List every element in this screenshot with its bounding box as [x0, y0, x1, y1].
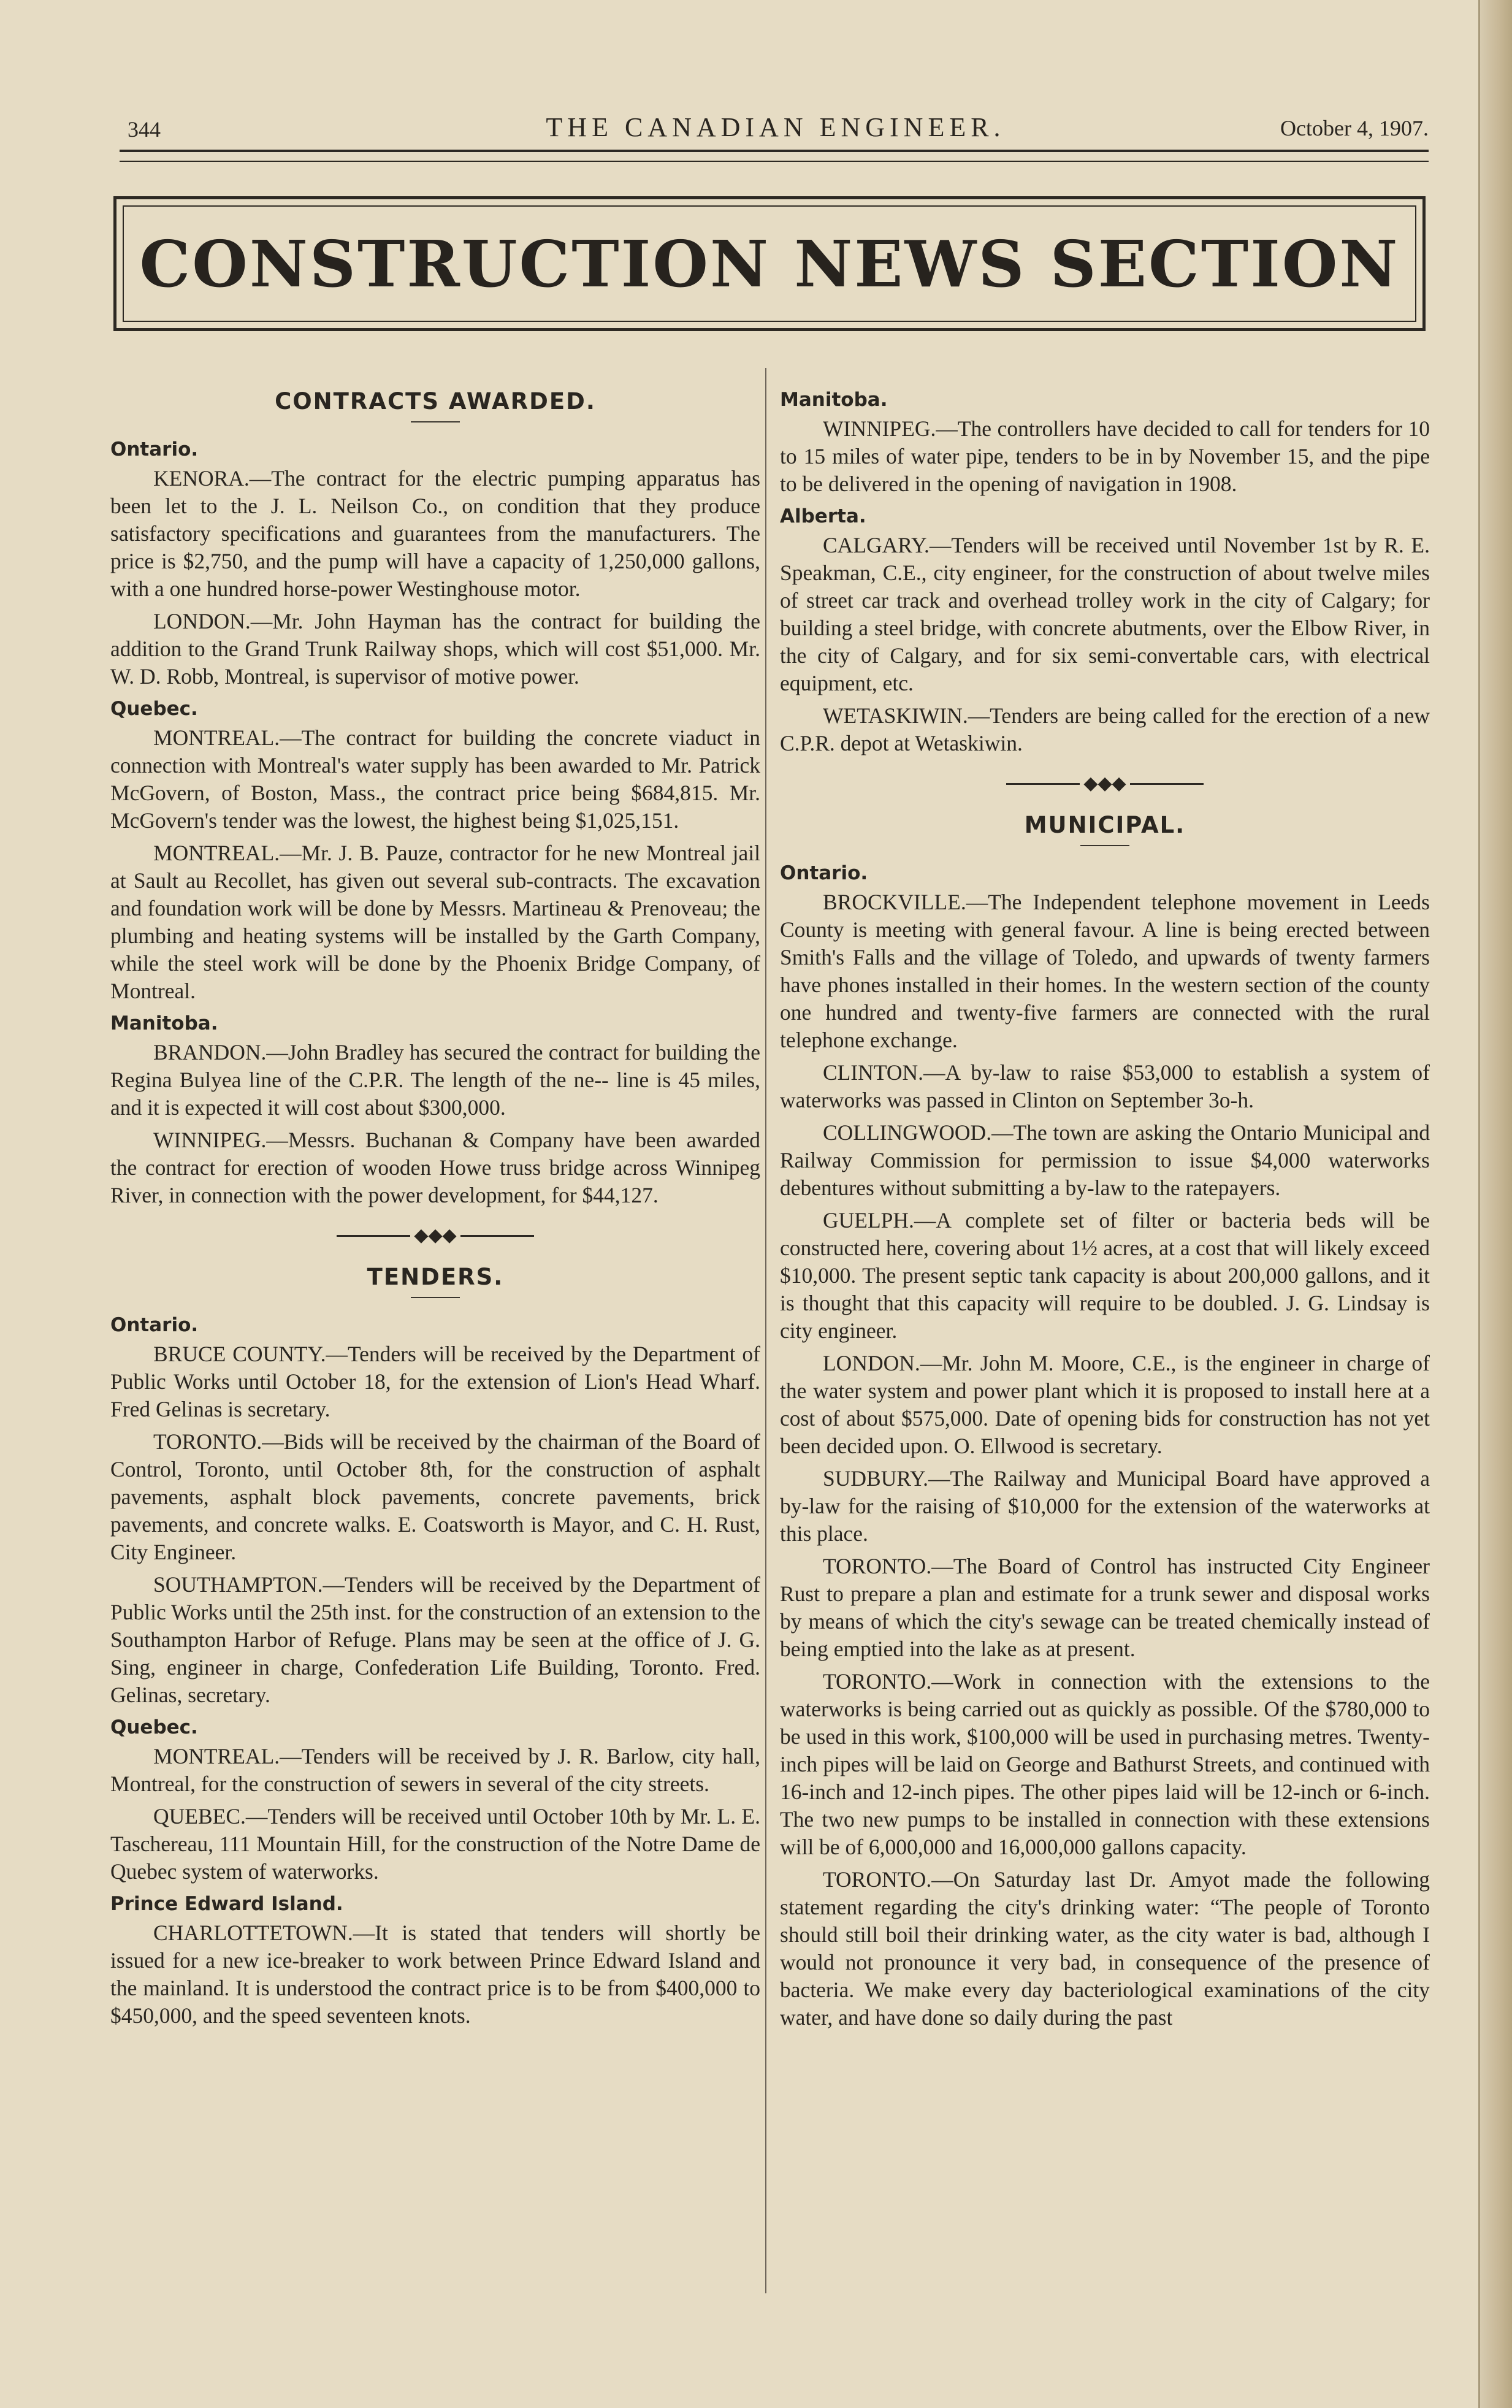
right-column: [780, 368, 1430, 2036]
article-charlottetown: CHARLOTTETOWN.—It is stated that tenders will shortly be issued for a new ice-breaker to work between Prince Edward Island and the mainland. It is understood the contract price is to be from $400,000 to $450,000, and the speed seventeen knots.: [110, 1921, 760, 2028]
article-toronto-sewer: TORONTO.—The Board of Control has instructed City Engineer Rust to prepare a plan and estimate for a trunk sewer and disposal works by means of which the city's sewage can be treated chemically instead of being emptied into the lake as at present.: [780, 1554, 1430, 1662]
issue-date: October 4, 1907.: [1280, 116, 1429, 140]
article-collingwood: COLLINGWOOD.—The town are asking the Ontario Municipal and Railway Commission for permission to issue $4,000 waterworks debentures without submitting a by-law to the ratepayers.: [780, 1120, 1430, 1201]
article-winnipeg-water-pipe: WINNIPEG.—The controllers have decided to call for tenders for 10 to 15 miles of water pipe, tenders to be in by November 15, and the pipe to be delivered in the opening of navigation in 1908.: [780, 416, 1430, 496]
contracts-awarded-heading: CONTRACTS AWARDED.: [275, 388, 596, 415]
article-southampton: SOUTHAMPTON.—Tenders will be received by the Department of Public Works until the 25th inst. for the construction of an extension to the Southampton Harbor of Refuge. Plans may be seen at the office of J. G. Sing, engineer in charge, Confederation Life Building, Toronto. Fred. Gelinas, secretary.: [110, 1572, 760, 1708]
journal-title: THE CANADIAN ENGINEER.: [546, 112, 1006, 142]
section-ornament: ◆◆◆: [110, 1225, 760, 1245]
province-quebec: Quebec.: [110, 698, 198, 720]
article-quebec-waterworks: QUEBEC.—Tenders will be received until October 10th by Mr. L. E. Taschereau, 111 Mountain Hill, for the construction of the Notre Dame de Quebec system of waterworks.: [110, 1804, 760, 1884]
province-pei: Prince Edward Island.: [110, 1893, 343, 1916]
article-brandon: BRANDON.—John Bradley has secured the contract for building the Regina Bulyea line of the C.P.R. The length of the ne-- line is 45 miles, and it is expected it will cost about $300,000.: [110, 1040, 760, 1120]
article-toronto-drinking-water: TORONTO.—On Saturday last Dr. Amyot made the following statement regarding the city's drinking water: “The people of Toronto should still boil their drinking water, as the city water is bad, although I would not pronounce it very bad, in consequence of the presence of bacteria. We make every day bacteriological examinations of the city water, and have done so daily during the past: [780, 1867, 1430, 2030]
province-ontario: Ontario.: [110, 438, 199, 461]
article-toronto-bids: TORONTO.—Bids will be received by the chairman of the Board of Control, Toronto, until October 8th, for the construction of asphalt pavements, asphalt block pavements, concrete pavements, brick pavements, and concrete walks. E. Coatsworth is Mayor, and C. H. Rust, City Engineer.: [110, 1429, 760, 1565]
province-alberta: Alberta.: [780, 505, 866, 527]
left-column: [110, 368, 760, 2035]
article-brockville: BROCKVILLE.—The Independent telephone movement in Leeds County is meeting with general favour. A line is being erected between Smith's Falls and the village of Toledo, and upwards of twenty farmers have phones installed in their homes. In the western section of the county one hundred and twenty-five farmers are connected with the rural telephone exchange.: [780, 890, 1430, 1053]
tenders-heading: TENDERS.: [367, 1264, 504, 1291]
header-rule: [120, 150, 1429, 162]
article-toronto-waterworks: TORONTO.—Work in connection with the extensions to the waterworks is being carried out as quickly as possible. Of the $780,000 to be used in this work, $100,000 will be used in purchasing metres. Twenty-inch pipes will be laid on George and Bathurst Streets, and continued with 16-inch and 12-inch pipes. The other pipes laid will be 12-inch or 6-inch. The two new pumps to be installed in connection with these extensions will be of 6,000,000 and 16,000,000 gallons capacity.: [780, 1669, 1430, 1860]
heading-rule: [411, 421, 460, 422]
article-wetaskiwin: WETASKIWIN.—Tenders are being called for the erection of a new C.P.R. depot at Wetaskiwin.: [780, 703, 1430, 755]
section-banner: [113, 196, 1426, 331]
page-edge-shadow: [1478, 0, 1512, 2408]
article-guelph: GUELPH.—A complete set of filter or bacteria beds will be constructed here, covering about 1½ acres, at a cost that will likely exceed $10,000. The present septic tank capacity is about 200,000 gallons, and it is thought that this capacity will require to be doubled. J. G. Lindsay is city engineer.: [780, 1208, 1430, 1344]
article-london: LONDON.—Mr. John Hayman has the contract for building the addition to the Grand Trunk Railway shops, which will cost $51,000. Mr. W. D. Robb, Montreal, is supervisor of motive power.: [110, 609, 760, 689]
page-number: 344: [128, 117, 161, 142]
article-bruce-county: BRUCE COUNTY.—Tenders will be received by the Department of Public Works until October 18, for the extension of Lion's Head Wharf. Fred Gelinas is secretary.: [110, 1342, 760, 1422]
article-sudbury: SUDBURY.—The Railway and Municipal Board have approved a by-law for the raising of $10,000 for the extension of the waterworks at this place.: [780, 1466, 1430, 1546]
province-quebec: Quebec.: [110, 1716, 198, 1739]
section-ornament: ◆◆◆: [780, 773, 1430, 793]
article-london-water: LONDON.—Mr. John M. Moore, C.E., is the engineer in charge of the water system and power plant which it is proposed to install here at a cost of about $575,000. Date of opening bids for construction has not yet been decided upon. O. Ellwood is secretary.: [780, 1351, 1430, 1459]
article-kenora: KENORA.—The contract for the electric pumping apparatus has been let to the J. L. Neilson Co., on condition that they produce satisfactory specifications and guarantees from the manufacturers. The price is $2,750, and the pump will have a capacity of 1,250,000 gallons, with a one hundred horse-power Westinghouse motor.: [110, 466, 760, 601]
province-ontario: Ontario.: [110, 1314, 199, 1337]
column-divider: [765, 368, 766, 2293]
article-montreal-sewers: MONTREAL.—Tenders will be received by J. R. Barlow, city hall, Montreal, for the construction of sewers in several of the city streets.: [110, 1744, 760, 1797]
banner-inner-frame: [123, 205, 1416, 322]
article-calgary: CALGARY.—Tenders will be received until November 1st by R. E. Speakman, C.E., city engineer, for the construction of about twelve miles of street car track and overhead trolley work in the city of Calgary; for building a steel bridge, with concrete abutments, over the Elbow River, in the city of Calgary, and for six semi-convertable cars, with electrical equipment, etc.: [780, 533, 1430, 695]
heading-rule: [411, 1297, 460, 1298]
province-manitoba: Manitoba.: [110, 1012, 218, 1034]
municipal-heading: MUNICIPAL.: [1024, 812, 1186, 839]
province-ontario: Ontario.: [780, 862, 868, 885]
article-montreal-viaduct: MONTREAL.—The contract for building the concrete viaduct in connection with Montreal's water supply has been awarded to Mr. Patrick McGovern, of Boston, Mass., the contract price being $684,815. Mr. McGovern's tender was the lowest, the highest being $1,025,151.: [110, 725, 760, 833]
article-montreal-jail: MONTREAL.—Mr. J. B. Pauze, contractor for he new Montreal jail at Sault au Recollet, has given out several sub-contracts. The excavation and foundation work will be done by Messrs. Martineau & Prenoveau; the plumbing and heating systems will be installed by the Garth Company, while the steel work will be done by the Phoenix Bridge Company, of Montreal.: [110, 841, 760, 1003]
article-winnipeg-bridge: WINNIPEG.—Messrs. Buchanan & Company have been awarded the contract for erection of wooden Howe truss bridge across Winnipeg River, in connection with the power development, for $44,127.: [110, 1128, 760, 1207]
heading-rule: [1080, 845, 1129, 846]
banner-title: CONSTRUCTION NEWS SECTION: [139, 226, 1400, 302]
article-clinton: CLINTON.—A by-law to raise $53,000 to establish a system of waterworks was passed in Clinton on September 3o-h.: [780, 1060, 1430, 1113]
running-head: [123, 104, 1429, 147]
province-manitoba: Manitoba.: [780, 389, 888, 411]
